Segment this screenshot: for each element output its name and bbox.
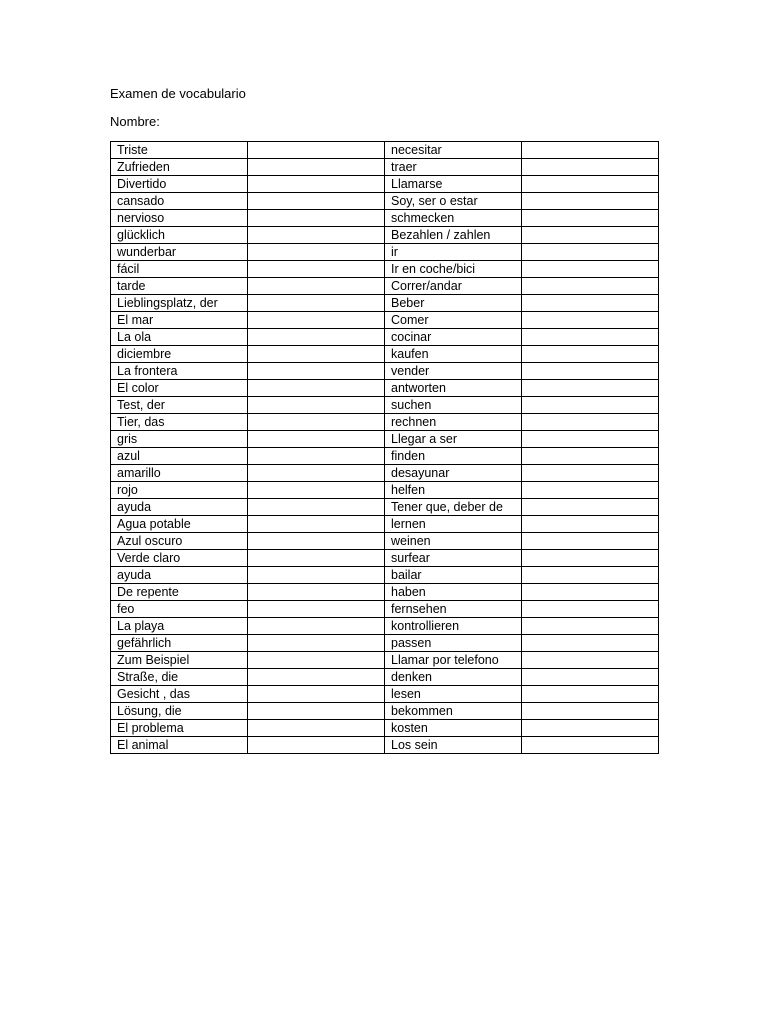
- term-cell-left: cansado: [111, 193, 248, 210]
- answer-cell-left: [248, 346, 385, 363]
- term-cell-right: rechnen: [385, 414, 522, 431]
- term-cell-right: Beber: [385, 295, 522, 312]
- answer-cell-left: [248, 567, 385, 584]
- answer-cell-right: [522, 499, 659, 516]
- answer-cell-left: [248, 584, 385, 601]
- table-row: [111, 584, 659, 601]
- answer-cell-right: [522, 601, 659, 618]
- term-cell-left: Divertido: [111, 176, 248, 193]
- term-cell-left: El color: [111, 380, 248, 397]
- term-cell-left: wunderbar: [111, 244, 248, 261]
- answer-cell-left: [248, 737, 385, 754]
- answer-cell-right: [522, 210, 659, 227]
- table-row: [111, 193, 659, 210]
- answer-cell-right: [522, 737, 659, 754]
- term-cell-right: desayunar: [385, 465, 522, 482]
- answer-cell-left: [248, 380, 385, 397]
- answer-cell-left: [248, 329, 385, 346]
- table-row: [111, 159, 659, 176]
- term-cell-left: azul: [111, 448, 248, 465]
- table-row: [111, 465, 659, 482]
- term-cell-right: Los sein: [385, 737, 522, 754]
- table-row: [111, 380, 659, 397]
- answer-cell-left: [248, 142, 385, 159]
- term-cell-left: fácil: [111, 261, 248, 278]
- term-cell-right: Ir en coche/bici: [385, 261, 522, 278]
- answer-cell-right: [522, 533, 659, 550]
- table-row: [111, 329, 659, 346]
- term-cell-right: finden: [385, 448, 522, 465]
- answer-cell-left: [248, 482, 385, 499]
- term-cell-left: Zum Beispiel: [111, 652, 248, 669]
- answer-cell-left: [248, 278, 385, 295]
- answer-cell-left: [248, 312, 385, 329]
- term-cell-right: bekommen: [385, 703, 522, 720]
- answer-cell-right: [522, 635, 659, 652]
- term-cell-left: Verde claro: [111, 550, 248, 567]
- answer-cell-right: [522, 278, 659, 295]
- answer-cell-left: [248, 431, 385, 448]
- term-cell-right: bailar: [385, 567, 522, 584]
- table-row: [111, 669, 659, 686]
- term-cell-left: Straße, die: [111, 669, 248, 686]
- term-cell-left: ayuda: [111, 567, 248, 584]
- term-cell-left: ayuda: [111, 499, 248, 516]
- term-cell-left: tarde: [111, 278, 248, 295]
- term-cell-right: cocinar: [385, 329, 522, 346]
- answer-cell-right: [522, 584, 659, 601]
- term-cell-left: El problema: [111, 720, 248, 737]
- table-row: [111, 414, 659, 431]
- table-row: [111, 737, 659, 754]
- term-cell-right: ir: [385, 244, 522, 261]
- table-row: [111, 397, 659, 414]
- term-cell-right: Tener que, deber de: [385, 499, 522, 516]
- answer-cell-left: [248, 686, 385, 703]
- term-cell-left: La playa: [111, 618, 248, 635]
- table-row: [111, 686, 659, 703]
- term-cell-left: Azul oscuro: [111, 533, 248, 550]
- table-row: [111, 176, 659, 193]
- term-cell-right: suchen: [385, 397, 522, 414]
- term-cell-right: Bezahlen / zahlen: [385, 227, 522, 244]
- table-row: [111, 346, 659, 363]
- term-cell-right: kaufen: [385, 346, 522, 363]
- term-cell-right: passen: [385, 635, 522, 652]
- answer-cell-left: [248, 176, 385, 193]
- term-cell-left: Test, der: [111, 397, 248, 414]
- table-row: [111, 601, 659, 618]
- answer-cell-left: [248, 210, 385, 227]
- term-cell-left: Tier, das: [111, 414, 248, 431]
- term-cell-right: traer: [385, 159, 522, 176]
- answer-cell-right: [522, 686, 659, 703]
- answer-cell-left: [248, 652, 385, 669]
- answer-cell-right: [522, 380, 659, 397]
- table-row: [111, 499, 659, 516]
- table-row: [111, 618, 659, 635]
- answer-cell-right: [522, 567, 659, 584]
- answer-cell-right: [522, 312, 659, 329]
- term-cell-left: diciembre: [111, 346, 248, 363]
- table-row: [111, 312, 659, 329]
- answer-cell-left: [248, 261, 385, 278]
- term-cell-left: Lieblingsplatz, der: [111, 295, 248, 312]
- answer-cell-left: [248, 159, 385, 176]
- table-row: [111, 448, 659, 465]
- table-row: [111, 363, 659, 380]
- vocabulary-table: [110, 141, 659, 754]
- term-cell-left: Lösung, die: [111, 703, 248, 720]
- answer-cell-right: [522, 431, 659, 448]
- name-label: Nombre:: [110, 114, 160, 129]
- term-cell-left: El mar: [111, 312, 248, 329]
- term-cell-right: Correr/andar: [385, 278, 522, 295]
- vocabulary-table-body: [111, 142, 659, 754]
- term-cell-right: Soy, ser o estar: [385, 193, 522, 210]
- table-row: [111, 142, 659, 159]
- term-cell-right: denken: [385, 669, 522, 686]
- table-row: [111, 227, 659, 244]
- term-cell-right: Llamarse: [385, 176, 522, 193]
- table-row: [111, 550, 659, 567]
- answer-cell-right: [522, 397, 659, 414]
- answer-cell-right: [522, 720, 659, 737]
- term-cell-right: Llamar por telefono: [385, 652, 522, 669]
- term-cell-left: gefährlich: [111, 635, 248, 652]
- table-row: [111, 244, 659, 261]
- answer-cell-left: [248, 295, 385, 312]
- term-cell-right: kosten: [385, 720, 522, 737]
- answer-cell-left: [248, 193, 385, 210]
- answer-cell-right: [522, 142, 659, 159]
- answer-cell-left: [248, 244, 385, 261]
- term-cell-right: haben: [385, 584, 522, 601]
- answer-cell-left: [248, 720, 385, 737]
- answer-cell-right: [522, 448, 659, 465]
- answer-cell-left: [248, 703, 385, 720]
- term-cell-right: vender: [385, 363, 522, 380]
- term-cell-right: Comer: [385, 312, 522, 329]
- answer-cell-right: [522, 244, 659, 261]
- answer-cell-right: [522, 618, 659, 635]
- table-row: [111, 261, 659, 278]
- answer-cell-left: [248, 669, 385, 686]
- answer-cell-right: [522, 652, 659, 669]
- table-row: [111, 278, 659, 295]
- table-row: [111, 720, 659, 737]
- answer-cell-right: [522, 227, 659, 244]
- table-row: [111, 431, 659, 448]
- term-cell-left: Triste: [111, 142, 248, 159]
- answer-cell-left: [248, 465, 385, 482]
- answer-cell-right: [522, 516, 659, 533]
- answer-cell-left: [248, 601, 385, 618]
- term-cell-left: amarillo: [111, 465, 248, 482]
- term-cell-left: Agua potable: [111, 516, 248, 533]
- term-cell-right: weinen: [385, 533, 522, 550]
- table-row: [111, 567, 659, 584]
- answer-cell-right: [522, 159, 659, 176]
- answer-cell-right: [522, 465, 659, 482]
- table-row: [111, 210, 659, 227]
- term-cell-left: gris: [111, 431, 248, 448]
- table-row: [111, 703, 659, 720]
- answer-cell-left: [248, 635, 385, 652]
- term-cell-right: fernsehen: [385, 601, 522, 618]
- term-cell-right: lesen: [385, 686, 522, 703]
- answer-cell-right: [522, 176, 659, 193]
- table-row: [111, 482, 659, 499]
- term-cell-left: La ola: [111, 329, 248, 346]
- term-cell-left: Zufrieden: [111, 159, 248, 176]
- term-cell-left: rojo: [111, 482, 248, 499]
- answer-cell-right: [522, 482, 659, 499]
- term-cell-left: feo: [111, 601, 248, 618]
- answer-cell-right: [522, 346, 659, 363]
- answer-cell-right: [522, 261, 659, 278]
- table-row: [111, 295, 659, 312]
- table-row: [111, 533, 659, 550]
- answer-cell-left: [248, 550, 385, 567]
- page-title: Examen de vocabulario: [110, 86, 246, 101]
- term-cell-right: helfen: [385, 482, 522, 499]
- term-cell-left: De repente: [111, 584, 248, 601]
- term-cell-left: El animal: [111, 737, 248, 754]
- answer-cell-right: [522, 329, 659, 346]
- answer-cell-right: [522, 414, 659, 431]
- answer-cell-left: [248, 414, 385, 431]
- answer-cell-right: [522, 669, 659, 686]
- answer-cell-left: [248, 618, 385, 635]
- term-cell-left: La frontera: [111, 363, 248, 380]
- answer-cell-left: [248, 397, 385, 414]
- answer-cell-left: [248, 363, 385, 380]
- term-cell-right: lernen: [385, 516, 522, 533]
- answer-cell-right: [522, 550, 659, 567]
- term-cell-right: necesitar: [385, 142, 522, 159]
- term-cell-left: Gesicht , das: [111, 686, 248, 703]
- term-cell-right: antworten: [385, 380, 522, 397]
- answer-cell-left: [248, 499, 385, 516]
- table-row: [111, 635, 659, 652]
- answer-cell-left: [248, 448, 385, 465]
- table-row: [111, 516, 659, 533]
- answer-cell-right: [522, 363, 659, 380]
- answer-cell-left: [248, 516, 385, 533]
- term-cell-right: Llegar a ser: [385, 431, 522, 448]
- answer-cell-left: [248, 533, 385, 550]
- answer-cell-right: [522, 703, 659, 720]
- answer-cell-left: [248, 227, 385, 244]
- term-cell-left: nervioso: [111, 210, 248, 227]
- term-cell-right: surfear: [385, 550, 522, 567]
- term-cell-right: schmecken: [385, 210, 522, 227]
- table-row: [111, 652, 659, 669]
- term-cell-left: glücklich: [111, 227, 248, 244]
- answer-cell-right: [522, 193, 659, 210]
- answer-cell-right: [522, 295, 659, 312]
- term-cell-right: kontrollieren: [385, 618, 522, 635]
